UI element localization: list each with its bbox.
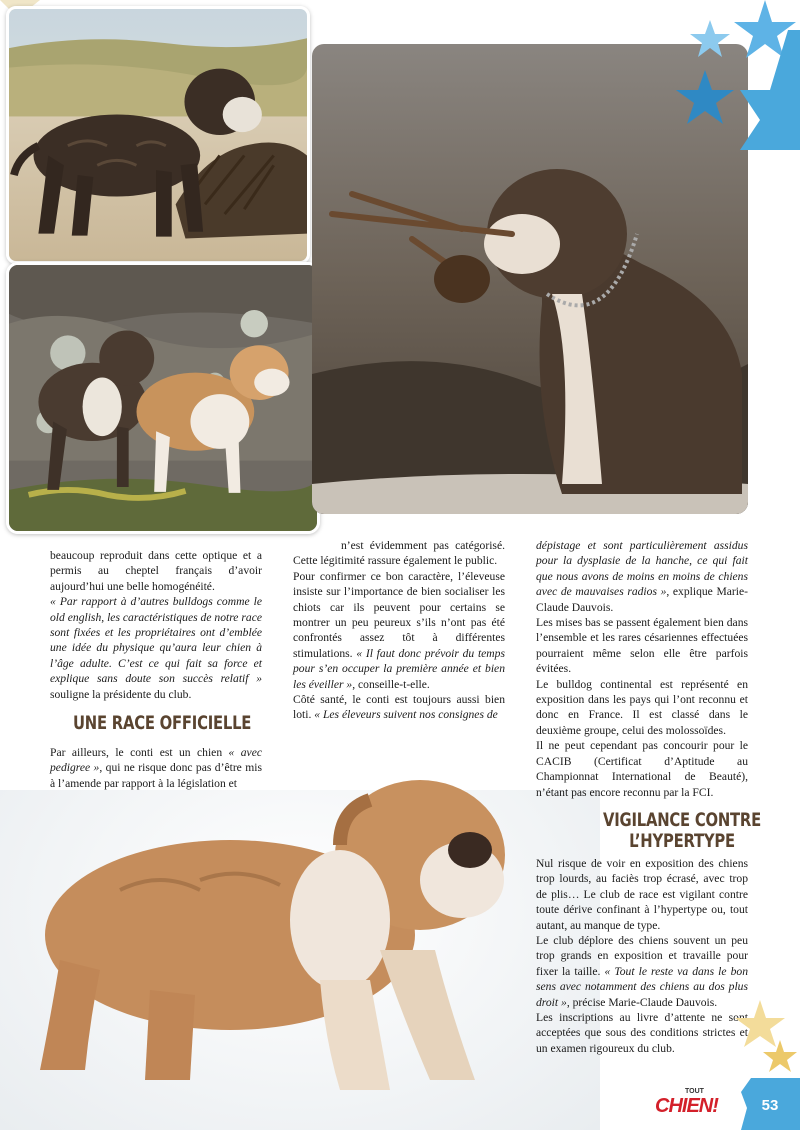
article-column-1	[50, 548, 262, 702]
paragraph-quote: « Par rapport à d’autres bulldogs comme le old english, les caractéristiques de notre race sont fixées et les propriétaires ont d’emblée une idée du physique qu’aura leur chien à l’âge adulte. C’est ce qui fait sa force et explique sans doute son succès relatif » souligne la présidente du club.	[50, 595, 262, 701]
article-column-3-continued	[536, 856, 748, 1056]
heading-line: L’HYPERTYPE	[629, 830, 735, 852]
article-column-2	[293, 538, 505, 723]
paragraph: Il ne peut cependant pas concourir pour le CACIB (Certificat d’Aptitude au Championnat International de Beauté), n’étant pas encore reconnu par la FCI.	[536, 739, 748, 799]
paragraph: Pour confirmer ce bon caractère, l’éleveuse insiste sur l’importance de bien socialiser les chiots car ils peuvent pour certains se montrer un peu peureux s’ils n’ont pas été confrontés assez tôt à différentes stimulations. « Il faut donc prévoir du temps pour s’en occuper la première année et bien les éveiller », conseille-t-elle.	[293, 569, 505, 691]
paragraph: Le bulldog continental est représenté en exposition dans les pays qui l’ont reconnu et donc en France. Il est classé dans le deuxième groupe, celui des molossoïdes.	[536, 677, 748, 737]
paragraph: beaucoup reproduit dans cette optique et a permis au cheptel français d’avoir aujourd’hui une belle homogénéité.	[50, 549, 262, 593]
paragraph-quote: dépistage et sont particulièrement assidus pour la dysplasie de la hanche, ce qui fait que nous avons de moins en moins de chiens avec de mauvaises radios », explique Marie-Claude Dauvois.	[536, 539, 748, 614]
magazine-logo	[655, 1088, 735, 1120]
photo-beach-bulldog	[6, 6, 310, 264]
article-column-3	[536, 538, 748, 800]
blue-stars-decoration	[670, 0, 800, 150]
paragraph: Les inscriptions au livre d’attente ne sont acceptées que sous des conditions strictes et un examen rigoureux du club.	[536, 1011, 748, 1055]
article-column-1-continued	[50, 745, 262, 791]
page-number: 53	[761, 1097, 779, 1114]
paragraph: Par ailleurs, le conti est un chien « avec pedigree », qui ne risque donc pas d’être mis à l’amende par rapport à la législation et	[50, 746, 262, 790]
section-heading-race: UNE RACE OFFICIELLE	[73, 712, 252, 734]
logo-small-text: TOUT	[685, 1088, 704, 1095]
paragraph: Les mises bas se passent également bien dans l’ensemble et les rares césariennes effectuées pourraient même selon elle être parfois évitées.	[536, 616, 748, 676]
photo-two-bulldogs-rocks	[6, 262, 320, 534]
paragraph: Le club déplore des chiens souvent un peu trop grands en exposition et travaille pour fixer la taille. « Tout le reste va dans le bon sens avec notamment des chiens au dos plus droit », précise Marie-Claude Dauvois.	[536, 934, 748, 1009]
paragraph: Nul risque de voir en exposition des chiens trop lourds, au faciès trop écrasé, avec trop de plis… Le club de race est vigilant contre toute dérive confinant à l’hypertype ou, tout autant, au manque de type.	[536, 857, 748, 932]
paragraph: n’est évidemment pas catégorisé. Cette légitimité rassure également le public.	[293, 539, 505, 568]
heading-line: VIGILANCE CONTRE	[603, 809, 761, 831]
paragraph: Côté santé, le conti est toujours aussi bien loti. « Les éleveurs suivent nos consignes de	[293, 693, 505, 722]
section-heading-vigilance	[592, 810, 773, 852]
logo-brand-text: CHIEN!	[655, 1095, 718, 1117]
